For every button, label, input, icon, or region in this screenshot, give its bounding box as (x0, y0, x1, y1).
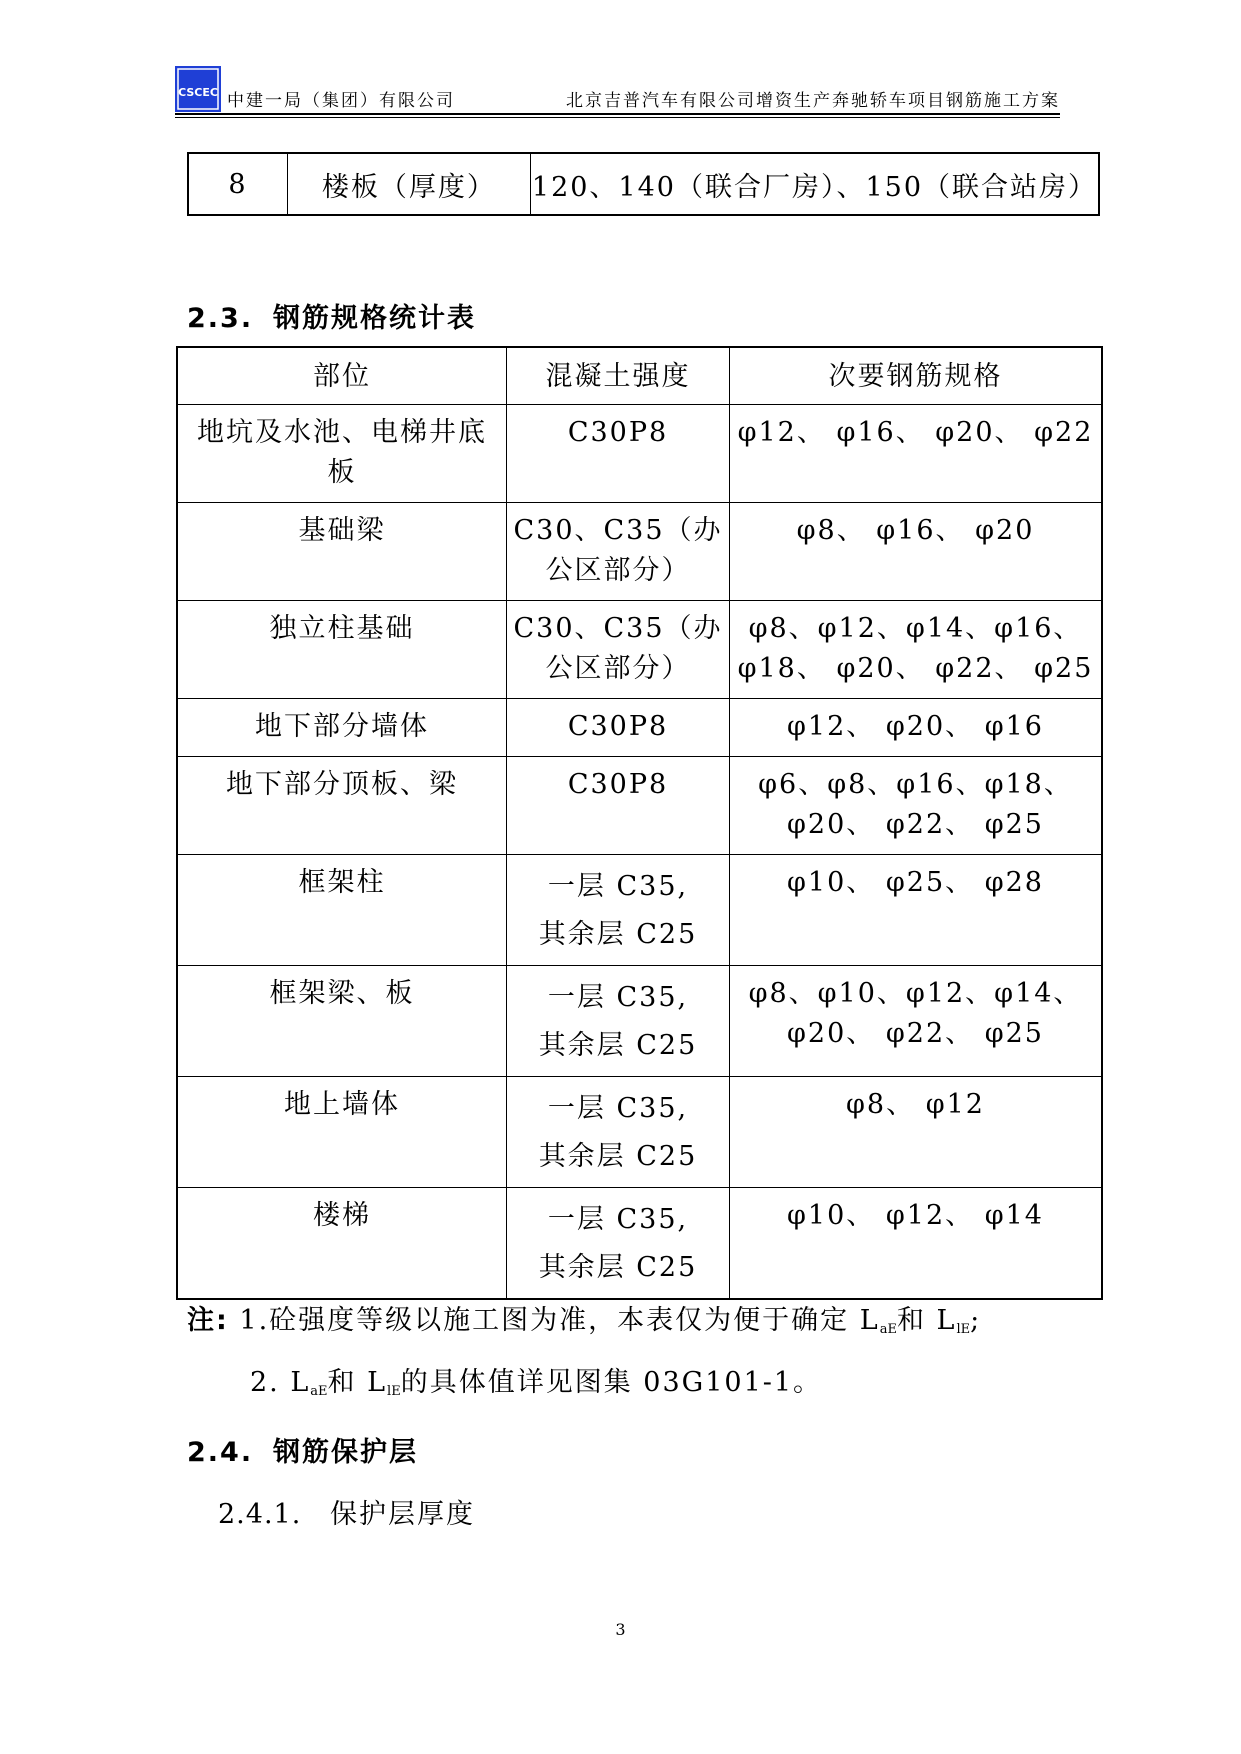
table-row (177, 405, 1102, 503)
header-rule-thin (175, 117, 1060, 118)
cell-part: 基础梁 (177, 503, 507, 601)
cell-concrete: 一层 C35, 其余层 C25 (507, 966, 730, 1077)
page-header (175, 64, 1060, 120)
cell-concrete: 一层 C35, 其余层 C25 (507, 1077, 730, 1188)
cell-concrete: C30、C35（办公区部分） (507, 503, 730, 601)
cell-concrete: C30P8 (507, 757, 730, 855)
cell-part: 楼梯 (177, 1188, 507, 1300)
note-line-2: 2. $L_{aE}$和 $L_{lE}$的具体值详见图集 03G101-1。 (250, 1367, 823, 1399)
cell-rebar: φ12、 φ16、 φ20、 φ22 (730, 405, 1103, 503)
cell-rebar: φ8、φ12、φ14、φ16、φ18、 φ20、 φ22、 φ25 (730, 601, 1103, 699)
cell-part: 地上墙体 (177, 1077, 507, 1188)
row-value: 120、140（联合厂房）、150（联合站房） (530, 153, 1099, 215)
table-row (188, 153, 1099, 215)
previous-table-continuation (187, 152, 1100, 216)
cell-part: 框架梁、板 (177, 966, 507, 1077)
table-row (177, 966, 1102, 1077)
cell-part: 地下部分墙体 (177, 699, 507, 757)
cscec-logo-icon (175, 66, 221, 112)
table-row (177, 1188, 1102, 1300)
section-2-4-title: 2.4. 钢筋保护层 (187, 1437, 418, 1468)
cell-rebar: φ8、 φ16、 φ20 (730, 503, 1103, 601)
col-header-part: 部位 (177, 347, 507, 405)
table-header-row (177, 347, 1102, 405)
cell-rebar: φ6、φ8、φ16、φ18、φ20、 φ22、 φ25 (730, 757, 1103, 855)
cell-rebar: φ8、φ10、φ12、φ14、φ20、 φ22、 φ25 (730, 966, 1103, 1077)
col-header-concrete: 混凝土强度 (507, 347, 730, 405)
cell-part: 地坑及水池、电梯井底板 (177, 405, 507, 503)
cell-part: 地下部分顶板、梁 (177, 757, 507, 855)
cell-rebar: φ10、 φ25、 φ28 (730, 855, 1103, 966)
cell-concrete: 一层 C35, 其余层 C25 (507, 1188, 730, 1300)
note-label: 注: (187, 1305, 229, 1336)
cell-concrete: C30、C35（办公区部分） (507, 601, 730, 699)
header-rule (175, 113, 1060, 115)
svg-text:CSCEC: CSCEC (178, 86, 218, 99)
note-line-1: 注: 1.砼强度等级以施工图为准，本表仅为便于确定 $L_{aE}$和 $L_{lE}$; (187, 1305, 982, 1337)
cell-concrete: 一层 C35, 其余层 C25 (507, 855, 730, 966)
table-row (177, 503, 1102, 601)
company-name: 中建一局（集团）有限公司 (227, 91, 455, 111)
table-row (177, 699, 1102, 757)
cell-part: 独立柱基础 (177, 601, 507, 699)
section-2-3-title: 2.3. 钢筋规格统计表 (187, 303, 476, 334)
rebar-spec-table (176, 346, 1103, 1300)
row-part: 楼板（厚度） (287, 153, 530, 215)
cell-part: 框架柱 (177, 855, 507, 966)
table-row (177, 855, 1102, 966)
table-row (177, 757, 1102, 855)
page-number: 3 (615, 1620, 626, 1639)
cell-concrete: C30P8 (507, 699, 730, 757)
project-name: 北京吉普汽车有限公司增资生产奔驰轿车项目钢筋施工方案 (566, 91, 1060, 111)
cell-rebar: φ10、 φ12、 φ14 (730, 1188, 1103, 1300)
cell-rebar: φ12、 φ20、 φ16 (730, 699, 1103, 757)
table-row (177, 1077, 1102, 1188)
cell-concrete: C30P8 (507, 405, 730, 503)
section-2-4-1-title: 2.4.1. 保护层厚度 (218, 1499, 475, 1530)
cell-rebar: φ8、 φ12 (730, 1077, 1103, 1188)
table-row (177, 601, 1102, 699)
row-number: 8 (188, 153, 287, 215)
col-header-rebar: 次要钢筋规格 (730, 347, 1103, 405)
